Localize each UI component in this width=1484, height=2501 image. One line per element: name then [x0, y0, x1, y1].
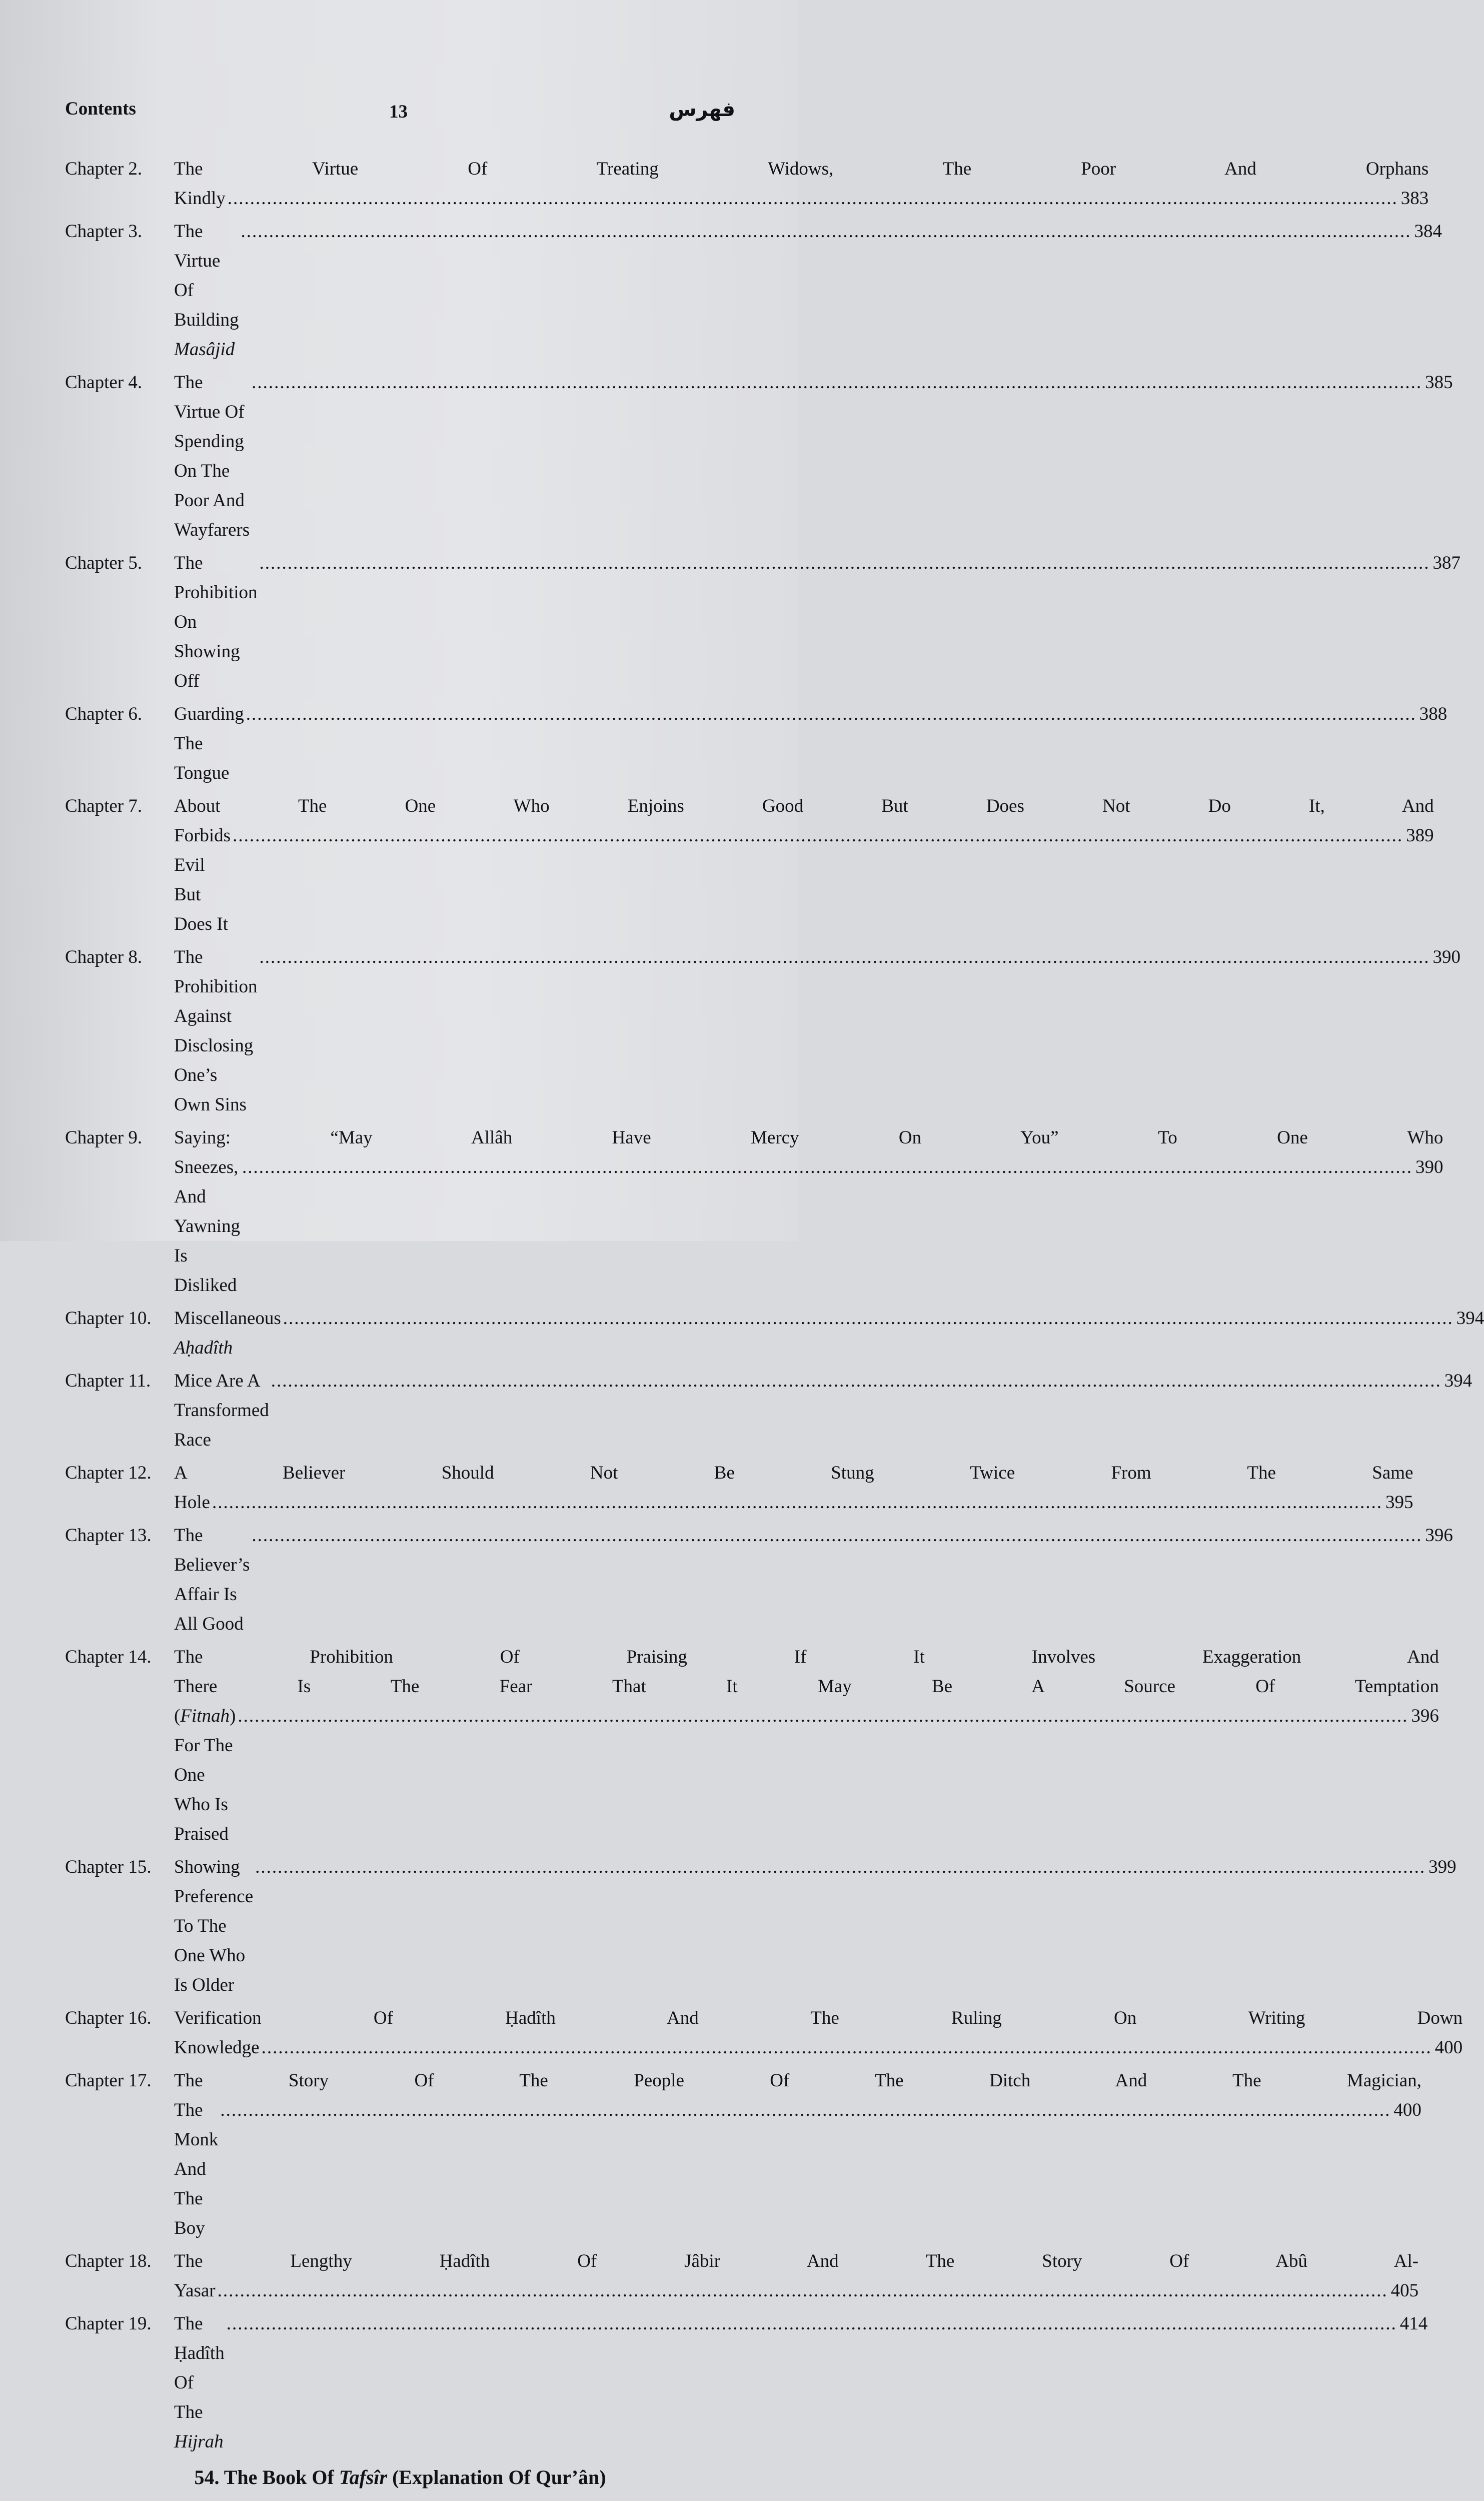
page-number: 387	[1432, 553, 1461, 573]
leader-dots	[255, 1852, 1425, 1882]
page-number: 383	[1400, 188, 1429, 209]
page-number: 390	[1415, 1157, 1443, 1177]
italic-term: Fitnah	[180, 1706, 230, 1726]
chapter-title-last: Mice Are A Transformed Race	[174, 1371, 269, 1450]
chapter-title-last: The Prohibition Against Disclosing One’s Own Sins	[174, 947, 258, 1115]
chapter-label: Chapter 18.	[65, 2251, 152, 2271]
running-header	[65, 98, 735, 128]
toc-entry	[65, 1458, 1413, 1517]
leader-dots	[228, 184, 1398, 213]
leader-dots	[241, 217, 1411, 246]
toc-entry	[65, 1366, 1472, 1455]
toc-entry	[65, 1521, 1453, 1639]
chapter-title-line: The Virtue Of Treating Widows, The Poor And Orphans	[174, 159, 1429, 179]
leader-dots	[246, 699, 1416, 729]
toc-entry	[65, 1852, 1456, 2000]
chapter-title-line: The Lengthy Ḥadîth Of Jâbir And The Story Of Abû Al-	[174, 2251, 1419, 2271]
chapter-title-last: The Believer’s Affair Is All Good	[174, 1525, 250, 1634]
leader-dots	[238, 1701, 1408, 1731]
page-number: 396	[1411, 1706, 1439, 1726]
chapter-title-last: Yasar	[174, 2280, 216, 2301]
toc-entry	[65, 2246, 1419, 2305]
header-contents: Contents	[65, 99, 136, 119]
leader-dots	[262, 2033, 1432, 2062]
leader-dots	[242, 1152, 1412, 1182]
leader-dots	[220, 2095, 1390, 2125]
chapter-title-last: The Prohibition On Showing Off	[174, 553, 258, 691]
chapter-title-last: Sneezes, And Yawning Is Disliked	[174, 1157, 240, 1296]
leader-dots	[271, 1366, 1441, 1396]
toc-entry	[65, 699, 1447, 788]
toc-entry	[65, 2003, 1463, 2062]
leader-dots	[252, 368, 1422, 397]
leader-dots	[233, 821, 1403, 850]
italic-term: Hijrah	[174, 2431, 224, 2452]
toc-entry	[65, 548, 1461, 696]
toc-entry	[65, 1642, 1439, 1849]
page-number: 405	[1390, 2280, 1419, 2301]
header-page-number: 13	[389, 102, 408, 122]
section-italic-term: Tafsîr	[339, 2466, 388, 2488]
chapter-title-last: The Ḥadîth Of The Hijrah	[174, 2313, 225, 2452]
toc-entry	[65, 154, 1429, 213]
chapter-title-line: Verification Of Ḥadîth And The Ruling On Writing Down	[174, 2008, 1463, 2028]
chapter-label: Chapter 7.	[65, 796, 143, 816]
page-number: 414	[1399, 2313, 1428, 2334]
chapter-title-last: Kindly	[174, 188, 226, 209]
table-of-contents	[65, 154, 1484, 2501]
chapter-label: Chapter 16.	[65, 2008, 152, 2028]
toc-entry	[65, 791, 1434, 939]
chapter-title-last: Hole	[174, 1492, 210, 1513]
chapter-label: Chapter 6.	[65, 704, 143, 724]
chapter-title-last: The Virtue Of Building Masâjid	[174, 221, 239, 360]
leader-dots	[260, 548, 1430, 578]
chapter-title-line: A Believer Should Not Be Stung Twice From The Same	[174, 1463, 1413, 1483]
chapter-label: Chapter 10.	[65, 1308, 152, 1329]
page-number: 396	[1425, 1525, 1453, 1546]
page-number: 390	[1432, 947, 1461, 967]
chapter-label: Chapter 17.	[65, 2070, 152, 2091]
chapter-title-line: There Is The Fear That It May Be A Source Of Temptation	[174, 1676, 1439, 1697]
chapter-label: Chapter 14.	[65, 1647, 152, 1667]
toc-entry	[65, 2309, 1428, 2456]
chapter-title-last: Knowledge	[174, 2037, 260, 2058]
header-arabic-title: فهرس	[669, 98, 735, 121]
page-number: 388	[1419, 704, 1447, 724]
leader-dots	[252, 1521, 1422, 1550]
chapter-label: Chapter 12.	[65, 1463, 152, 1483]
italic-term: Masâjid	[174, 339, 235, 360]
chapter-title-line: The Story Of The People Of The Ditch And The Magician,	[174, 2070, 1421, 2091]
chapter-title-last: Showing Preference To The One Who Is Older	[174, 1857, 254, 1995]
leader-dots	[260, 942, 1430, 972]
page-number: 385	[1425, 372, 1453, 393]
page-number: 400	[1393, 2100, 1421, 2120]
chapter-title-line: The Prohibition Of Praising If It Involves Exaggeration And	[174, 1647, 1439, 1667]
leader-dots	[283, 1304, 1453, 1333]
chapter-title-line: About The One Who Enjoins Good But Does Not Do It, And	[174, 796, 1434, 816]
page-number: 399	[1428, 1857, 1456, 1877]
toc-entry	[65, 368, 1453, 545]
chapter-label: Chapter 19.	[65, 2313, 152, 2334]
chapter-label: Chapter 5.	[65, 553, 143, 573]
leader-dots	[227, 2309, 1397, 2338]
chapter-title-last: Miscellaneous Aḥadîth	[174, 1308, 281, 1358]
chapter-title-line: Saying: “May Allâh Have Mercy On You” To One Who	[174, 1127, 1443, 1148]
chapter-title-last: The Virtue Of Spending On The Poor And Wayfarers	[174, 372, 250, 540]
page-number: 384	[1414, 221, 1442, 242]
toc-entry	[65, 2066, 1421, 2243]
toc-entry	[65, 1304, 1484, 1363]
toc-entry	[65, 1123, 1443, 1300]
leader-dots	[218, 2276, 1388, 2305]
chapter-label: Chapter 2.	[65, 159, 143, 179]
chapter-title-last: Guarding The Tongue	[174, 704, 244, 783]
chapter-label: Chapter 13.	[65, 1525, 152, 1546]
chapter-title-last: Forbids Evil But Does It	[174, 825, 231, 934]
leader-dots	[212, 1488, 1382, 1517]
chapter-label: Chapter 11.	[65, 1371, 151, 1391]
chapter-title-last: (Fitnah) For The One Who Is Praised	[174, 1706, 236, 1844]
chapter-label: Chapter 15.	[65, 1857, 152, 1877]
chapter-label: Chapter 9.	[65, 1127, 143, 1148]
italic-term: Aḥadîth	[174, 1338, 233, 1358]
page-number: 395	[1385, 1492, 1413, 1513]
page-number: 400	[1434, 2037, 1463, 2058]
page-number: 394	[1456, 1308, 1484, 1329]
toc-entry	[65, 217, 1442, 364]
section-heading: 54. The Book Of Tafsîr (Explanation Of Qur’ân)	[194, 2466, 606, 2488]
chapter-label: Chapter 8.	[65, 947, 143, 967]
chapter-label: Chapter 4.	[65, 372, 143, 393]
page-number: 394	[1444, 1371, 1472, 1391]
chapter-label: Chapter 3.	[65, 221, 143, 242]
toc-entry	[65, 942, 1461, 1119]
page-number: 389	[1406, 825, 1434, 846]
chapter-title-last: The Monk And The Boy	[174, 2100, 219, 2238]
